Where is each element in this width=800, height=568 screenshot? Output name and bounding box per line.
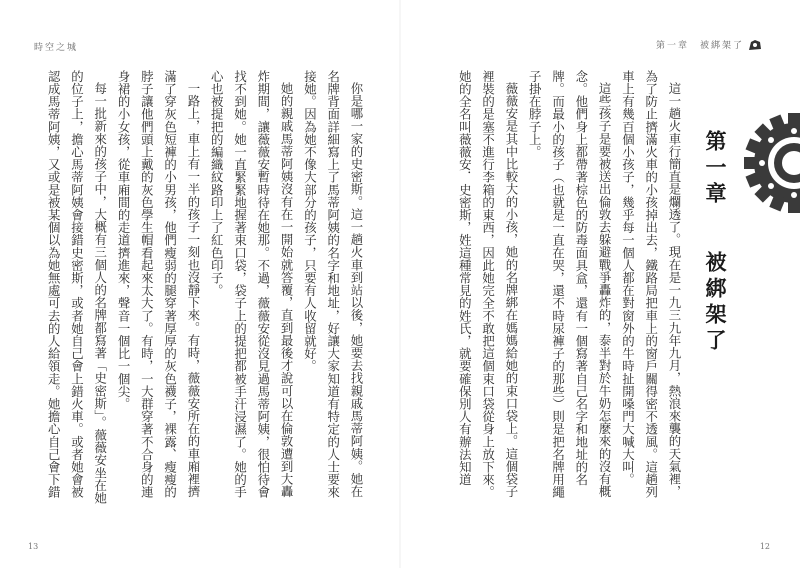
page-number-right: 12 xyxy=(759,542,770,551)
running-header-book-title: 時空之城 xyxy=(34,43,79,53)
right-page xyxy=(400,0,800,568)
paragraph: 一路上，車上有一半的孩子一刻也沒靜下來。有時，薇薇安所在的車廂裡擠滿了穿灰色短褲的小男孩，他們瘦弱的腿穿著厚厚的灰色襪子，裸露、瘦瘦的脖子讓他們頭上戴的灰色學生帽看起來太大了。有時，一大群穿著不合身的連身裙的小女孩，從車廂間的走道擠進來，聲音一個比一個尖。 xyxy=(116,70,201,499)
paragraph: 這一趟火車行簡直是爛透了。現在是一九三九年九月，熱浪來襲的天氣裡，為了防止擠滿火車的小孩掉出去，鐵路局把車上的窗戶關得密不透風。這趟列車上有幾百個小孩子，幾乎每一個人都在對窗外的牛時扯開嗓門大喊大叫。 xyxy=(620,70,682,499)
page-number-left: 13 xyxy=(28,542,39,551)
paragraph: 這些孩子是要被送出倫敦去躲避戰爭轟炸的，泰半對於牛奶怎麼來的沒有概念。他們身上都帶著棕色的防毒面具盒，還有一個寫著自己名字和地址的名牌。而最小的孩子（也就是一直在哭，還不時尿褲子的那些）則是把名牌用繩子掛在脖子上。 xyxy=(527,70,613,499)
chapter-number: 第一章 xyxy=(703,130,728,208)
paragraph: 每一批新來的孩子中，大概有三個人的名牌都寫著「史密斯」。薇薇安坐在她的位子上，擔心馬蒂阿姨會接錯史密斯，或者她自己會上錯火車。或者她會被認成馬蒂阿姨，又或是被某個以為她無處可去的人給領走。她擔心自己會下錯 xyxy=(46,70,108,505)
chapter-heading xyxy=(700,130,730,390)
paragraph: 你是哪一家的史密斯。這一趟火車到站以後，她要去找親戚馬蒂阿姨。她在名牌背面詳細寫上了馬蒂阿姨的名字和地址，好讓大家知道有特定的人士要來接她。因為她不像大部分的孩子，只要有人收留就好。 xyxy=(302,70,364,499)
clockwork-icon xyxy=(748,39,762,51)
paragraph: 薇薇安是其中比較大的小孩，她的名牌綁在媽媽給她的束口袋上。這個袋子裡裝的是塞不進行李箱的東西，因此她完全不敢把這個束口袋從身上放下來。她的全名叫薇薇安．史密斯，姓這種常見的姓氏，就要確保別人有辦法知道 xyxy=(457,70,519,499)
left-page-body xyxy=(48,70,368,510)
running-header-chapter xyxy=(656,38,762,51)
chapter-title: 被綁架了 xyxy=(703,250,728,355)
paragraph: 她的親戚馬蒂阿姨沒有在一開始就答覆，直到最後才說可以在倫敦遭到大轟炸期間，讓薇薇安暫時待在她那。不過，薇薇安從沒見過馬蒂阿姨，很怕待會找不到她。她一直緊緊地握著束口袋，袋子上的提把都被手汗浸濕了。她的手心也被提把的編織紋路印上了紅色印子。 xyxy=(209,70,295,499)
right-page-body xyxy=(440,70,686,510)
gear-icon xyxy=(736,108,800,218)
running-header-chapter-text: 第一章 被綁架了 xyxy=(655,41,744,51)
